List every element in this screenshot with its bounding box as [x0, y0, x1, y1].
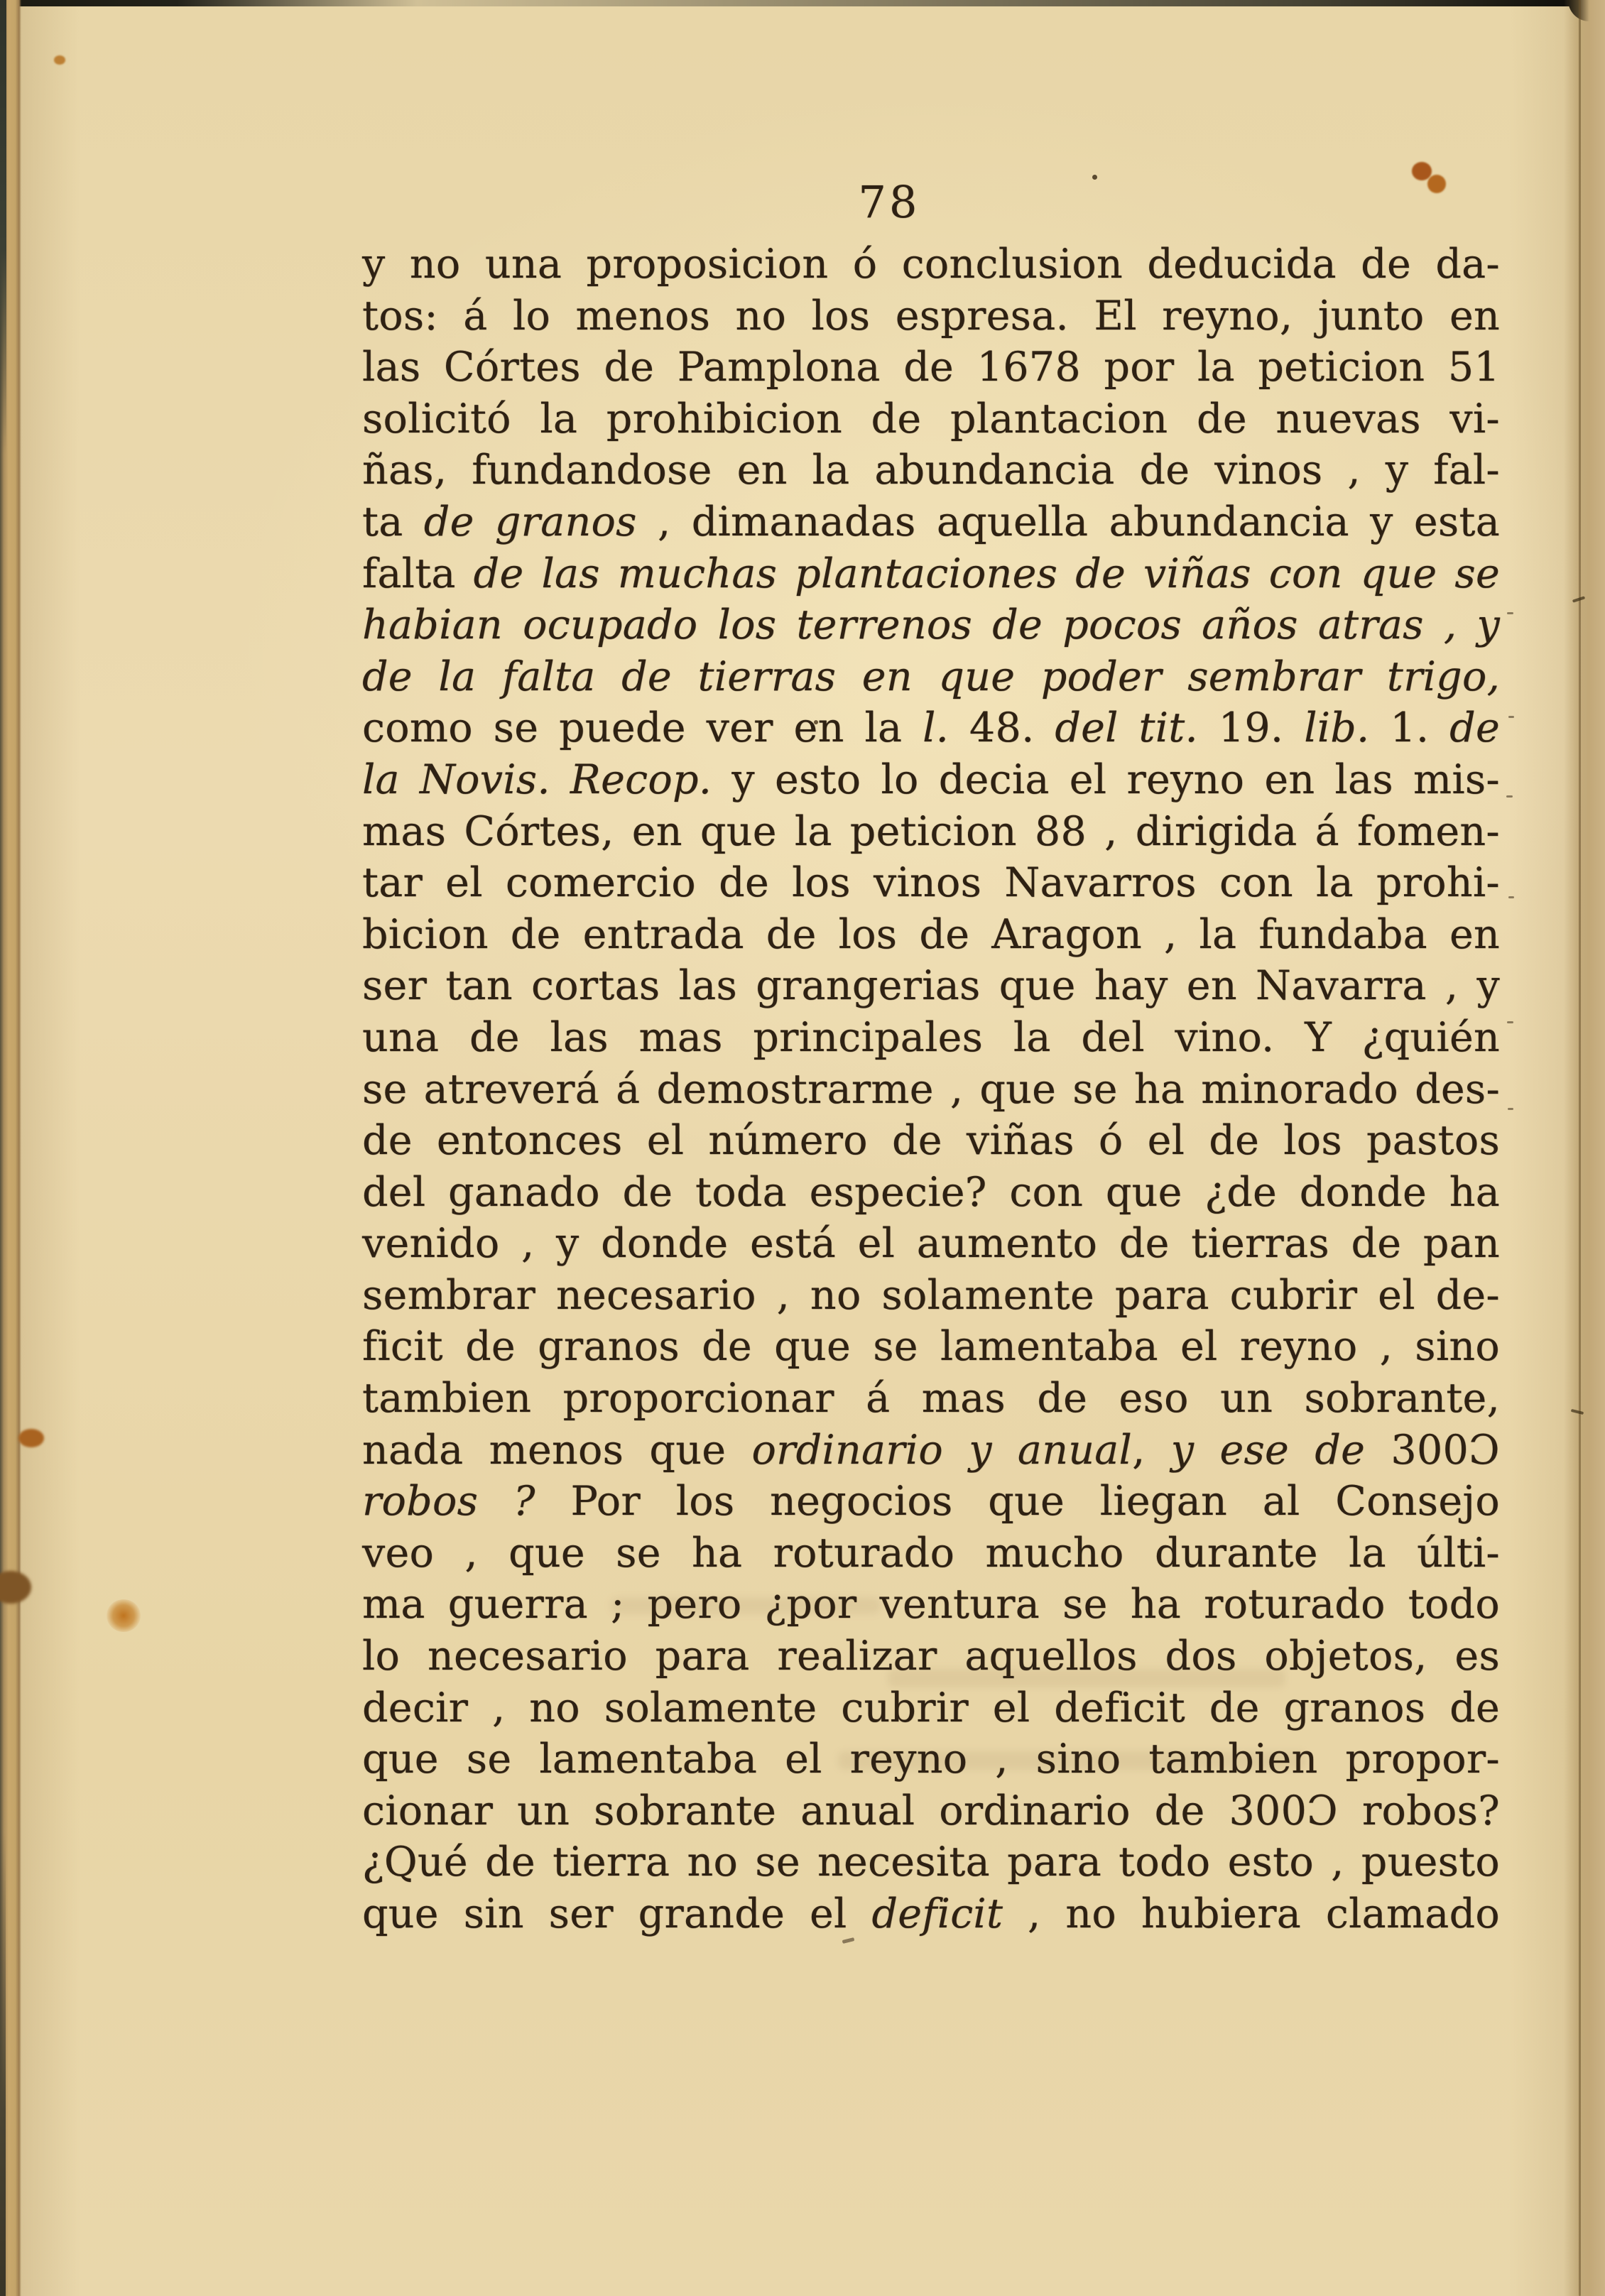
text-line: ser tan cortas las grangerias que hay en Navarra , y [362, 962, 1500, 1010]
text-line: veo , que se ha roturado mucho durante la últi- [362, 1529, 1500, 1577]
text-line: una de las mas principales la del vino. Y ¿quién [362, 1013, 1500, 1061]
foxing-spot [54, 55, 65, 65]
binding-left-dark-sliver-bottom [0, 1832, 6, 2296]
text-line: lo necesario para realizar aquellos dos objetos, es [362, 1633, 1500, 1680]
margin-mark [1507, 1021, 1513, 1023]
text-line: mas Córtes, en que la peticion 88 , dirigida á fomen- [362, 807, 1500, 855]
text-line: las Córtes de Pamplona de 1678 por la peticion 51 [362, 344, 1500, 391]
text-line: ¿Qué de tierra no se necesita para todo esto , puesto [362, 1839, 1500, 1886]
page-fore-edge-line [1579, 0, 1581, 2296]
text-line: como se puede ver en la l. 48. del tit. 19. lib. 1. de [362, 704, 1500, 752]
text-line: y no una proposicion ó conclusion deducida de da- [362, 241, 1500, 288]
text-line: de la falta de tierras en que poder sembrar trigo, [362, 653, 1500, 700]
margin-mark [1506, 795, 1513, 798]
text-line: nada menos que ordinario y anual, y ese de 300Ɔ [362, 1426, 1501, 1474]
binding-left-dark-sliver [0, 0, 6, 455]
foxing-spot [18, 1429, 44, 1447]
text-line: que sin ser grande el deficit , no hubiera clamado [362, 1890, 1500, 1937]
scan-top-edge [0, 0, 1605, 6]
text-line: ta de granos , dimanadas aquella abundancia y esta [362, 498, 1500, 545]
foxing-spot-halo [107, 1599, 141, 1632]
text-line: bicion de entrada de los de Aragon , la fundaba en [362, 910, 1500, 958]
text-line: que se lamentaba el reyno , sino tambien propor- [362, 1736, 1500, 1783]
margin-mark [1508, 716, 1514, 718]
text-line: se atreverá á demostrarme , que se ha minorado des- [362, 1065, 1500, 1113]
text-line: ficit de granos de que se lamentaba el reyno , sino [362, 1323, 1500, 1371]
text-line: solicitó la prohibicion de plantacion de nuevas vi- [362, 395, 1500, 442]
text-line: tar el comercio de los vinos Navarros con la prohi- [362, 859, 1500, 907]
text-line: ñas, fundandose en la abundancia de vinos , y fal- [362, 447, 1500, 494]
text-line: ma guerra ; pero ¿por ventura se ha roturado todo [362, 1581, 1500, 1628]
page-text [362, 239, 1500, 1940]
margin-mark [1507, 612, 1513, 614]
text-line: falta de las muchas plantaciones de viñas con que se [362, 550, 1500, 597]
text-line: robos ? Por los negocios que liegan al Consejo [362, 1478, 1500, 1525]
edge-stain [0, 1571, 31, 1604]
margin-mark [1508, 1108, 1513, 1110]
text-line: sembrar necesario , no solamente para cubrir el de- [362, 1271, 1500, 1319]
text-line: venido , y donde está el aumento de tierras de pan [362, 1220, 1500, 1268]
text-line: cionar un sobrante anual ordinario de 300Ɔ robos? [362, 1787, 1500, 1834]
text-line: del ganado de toda especie? con que ¿de donde ha [362, 1168, 1500, 1216]
text-line: tambien proporcionar á mas de eso un sobrante, [362, 1375, 1500, 1422]
page-fore-edge [1564, 0, 1605, 2296]
text-line: habian ocupado los terrenos de pocos años atras , y [362, 602, 1500, 649]
text-line: de entonces el número de viñas ó el de los pastos [362, 1117, 1500, 1165]
page-number: 78 [858, 176, 920, 228]
text-line: decir , no solamente cubrir el deficit de granos de [362, 1684, 1500, 1731]
margin-mark [1508, 896, 1514, 898]
text-line: la Novis. Recop. y esto lo decia el reyno en las mis- [362, 756, 1500, 803]
text-line: tos: á lo menos no los espresa. El reyno, junto en [362, 292, 1500, 339]
